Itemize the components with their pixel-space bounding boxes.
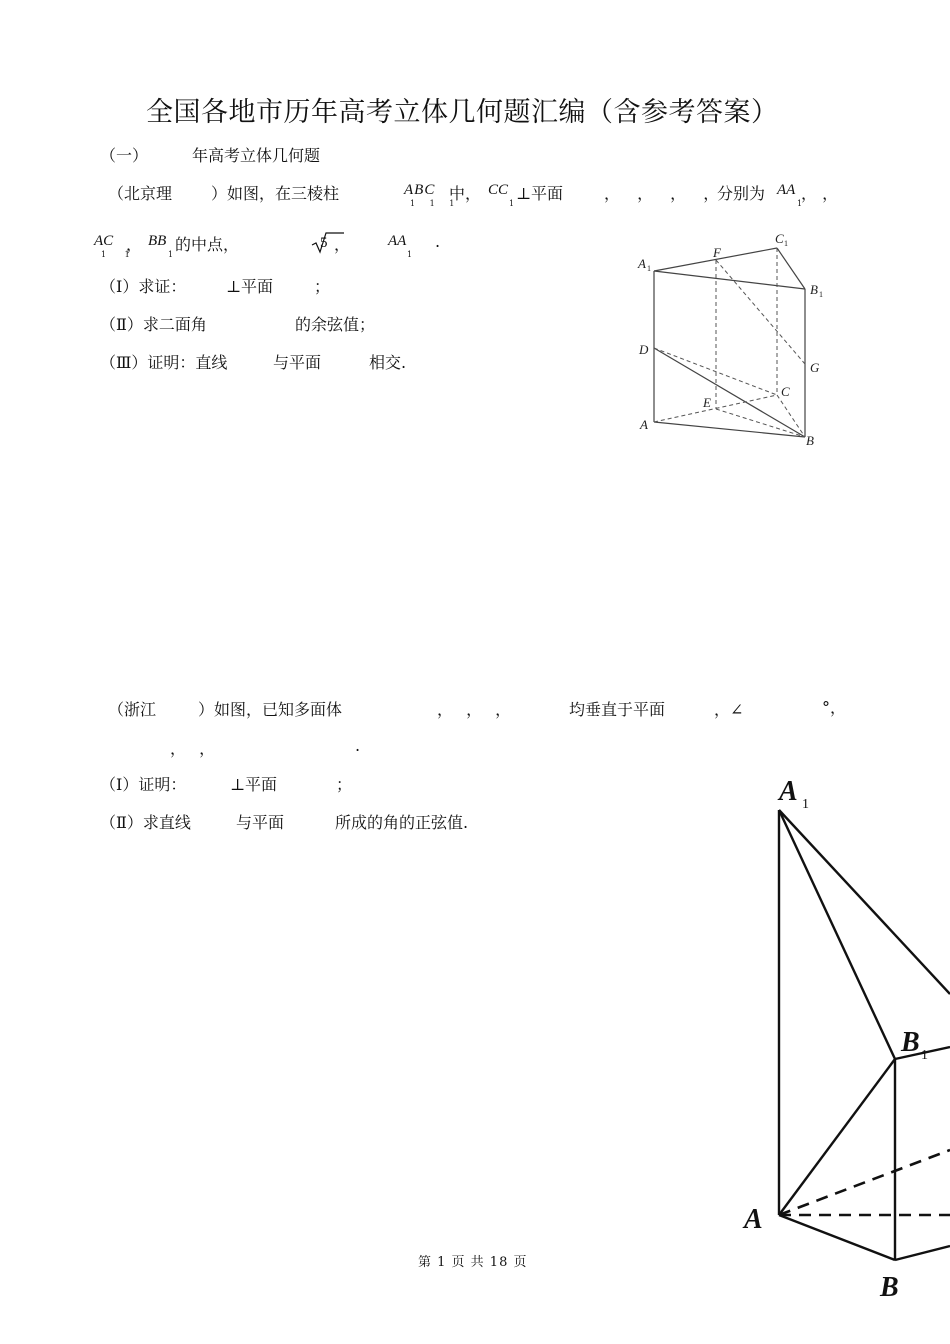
- p2-line2-dot: .: [355, 736, 361, 755]
- p1-text3: 分别为: [717, 184, 766, 203]
- label-A-big: A: [744, 1204, 763, 1235]
- p1-aa1-again: AA: [388, 233, 407, 249]
- label-C1-sub: 1: [784, 239, 788, 248]
- p2-q2-mid: 与平面: [236, 813, 285, 832]
- label-B1: B: [810, 282, 818, 297]
- label-B1-big: B: [901, 1027, 920, 1058]
- p2-q1: （Ⅰ）证明：: [100, 775, 187, 794]
- figure-polyhedron: [730, 770, 950, 1344]
- p2-source: （浙江: [108, 700, 157, 719]
- label-B1-sub: 1: [819, 290, 823, 299]
- p2-line2-commas: ， ，: [170, 739, 220, 758]
- p1-q3: （Ⅲ）证明：直线: [100, 353, 228, 372]
- p2-text1: ）如图，已知多面体: [198, 700, 343, 719]
- p1-q1: （Ⅰ）求证：: [100, 277, 187, 296]
- p1-prism-subs: 1 1 1: [410, 199, 461, 208]
- p2-angle: ，∠: [714, 700, 744, 719]
- label-A1-big: A: [779, 776, 798, 807]
- p1-cc1-sub: 1: [509, 199, 515, 208]
- document-title: 全国各地市历年高考立体几何题汇编（含参考答案）: [146, 97, 779, 128]
- p1-q3-end: 相交.: [369, 353, 407, 372]
- label-A1-sub: 1: [647, 264, 651, 273]
- section-label: （一）: [100, 146, 149, 165]
- p1-aa1: AA: [777, 182, 796, 198]
- p1-q1-perp: ⊥平面: [226, 277, 274, 296]
- p1-perp-plane: ⊥平面: [516, 184, 564, 203]
- p1-aa1-sub: 1: [797, 199, 803, 208]
- label-A1: A: [638, 256, 646, 271]
- label-B1-big-sub: 1: [921, 1048, 928, 1063]
- p1-ac1-subs: 1 1: [101, 250, 138, 259]
- label-A1-big-sub: 1: [802, 797, 809, 812]
- figure-prism: [630, 225, 840, 455]
- p1-sqrt-value: 5: [320, 235, 328, 251]
- label-C1: C: [775, 231, 784, 246]
- p2-degree: °，: [822, 698, 847, 717]
- p2-text2: 均垂直于平面: [569, 700, 666, 719]
- p1-aa1-again-sub: 1: [407, 250, 413, 259]
- p1-text1: ）如图，在三棱柱: [211, 184, 340, 203]
- p2-q2-end: 所成的角的正弦值.: [335, 813, 469, 832]
- section-heading: 年高考立体几何题: [192, 146, 321, 165]
- p1-q2-end: 的余弦值；: [295, 315, 376, 334]
- p1-cc1: CC: [488, 182, 509, 198]
- label-C: C: [781, 384, 790, 399]
- p1-bb1-sub: 1: [168, 250, 174, 259]
- p1-text4: 的中点，: [175, 235, 240, 254]
- label-A: A: [640, 417, 648, 432]
- page-footer: 第 1 页 共 18 页: [418, 1255, 528, 1270]
- p1-text2: 中，: [449, 184, 482, 203]
- label-B: B: [806, 433, 814, 448]
- label-F: F: [713, 245, 721, 260]
- p2-q1-perp: ⊥平面: [230, 775, 278, 794]
- p1-bb1: BB: [148, 233, 167, 249]
- p2-q1-end: ；: [336, 775, 353, 794]
- p1-q3-mid: 与平面: [273, 353, 322, 372]
- p1-q2: （Ⅱ）求二面角: [100, 315, 207, 334]
- p1-q1-end: ；: [314, 277, 331, 296]
- p1-comma-end: ， ，: [801, 184, 839, 203]
- label-G: G: [810, 360, 820, 375]
- label-E: E: [703, 395, 711, 410]
- p1-source: （北京理: [108, 184, 173, 203]
- p1-comma3: ，: [334, 235, 351, 254]
- p1-ac1: AC: [94, 233, 114, 249]
- p2-q2: （Ⅱ）求直线: [100, 813, 191, 832]
- p1-comma2: ，: [126, 235, 143, 254]
- p1-dot: .: [435, 232, 441, 251]
- label-D: D: [639, 342, 649, 357]
- p1-prism-name: ABC: [404, 182, 436, 198]
- label-B-big: B: [880, 1272, 899, 1303]
- p2-commas: ， ， ，: [437, 700, 516, 719]
- p1-commas: ， ， ， ，: [604, 184, 726, 203]
